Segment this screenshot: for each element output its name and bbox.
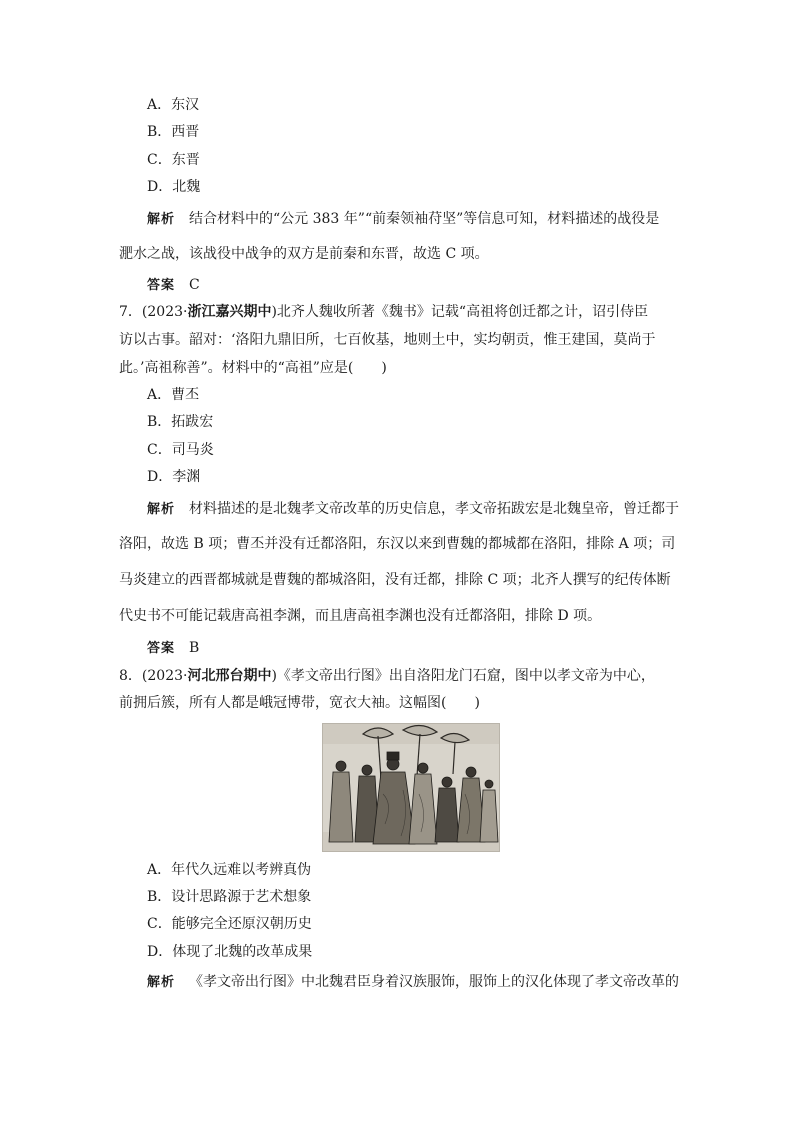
q7-source-open: (2023·: [141, 304, 188, 320]
q7-answer: [147, 639, 199, 658]
q7-analysis-line3: 马炎建立的西晋都城就是曹魏的都城洛阳，没有迁都，排除 C 项；北齐人撰写的纪传体断: [119, 572, 671, 588]
q6-analysis-line2: 淝水之战，该战役中战争的双方是前秦和东晋，故选 C 项。: [119, 246, 489, 262]
q7-option-a: A．曹丕: [147, 387, 200, 403]
q6-option-b: B．西晋: [147, 124, 200, 140]
q8-source-open: (2023·: [141, 668, 188, 684]
analysis-tag: 解析: [147, 212, 176, 227]
q6-analysis-line1: 结合材料中的“公元 383 年”“前秦领袖苻坚”等信息可知，材料描述的战役是: [189, 211, 660, 227]
q8-analysis-line1: 《孝文帝出行图》中北魏君臣身着汉族服饰，服饰上的汉化体现了孝文帝改革的: [189, 974, 680, 990]
answer-tag: 答案: [147, 641, 176, 656]
q6-analysis: [147, 210, 659, 229]
q7-option-d: D．李渊: [147, 469, 201, 485]
procession-illustration: [322, 723, 500, 852]
q8-stem-line1: [119, 667, 655, 685]
q8-number: 8．: [119, 668, 142, 684]
q8-source: 河北邢台期中: [187, 668, 272, 684]
answer-tag: 答案: [147, 278, 176, 293]
q6-answer-value: C: [189, 277, 200, 293]
q8-stem-text: )《孝文帝出行图》出自洛阳龙门石窟，图中以孝文帝为中心，: [271, 668, 655, 684]
q7-stem-text: )北齐人魏收所著《魏书》记载“高祖将创迁都之计，诏引侍臣: [271, 304, 649, 320]
q6-option-c: C．东晋: [147, 152, 200, 168]
q7-stem-line1: [119, 303, 648, 321]
q6-option-d: D．北魏: [147, 179, 201, 195]
q7-number: 7．: [119, 304, 142, 320]
q8-option-c: C．能够完全还原汉朝历史: [147, 916, 312, 932]
q8-option-d: D．体现了北魏的改革成果: [147, 944, 313, 960]
q7-stem-line2: 访以古事。韶对：‘洛阳九鼎旧所，七百攸基，地则土中，实均朝贡，惟王建国，莫尚于: [119, 332, 656, 348]
q7-answer-value: B: [189, 640, 200, 656]
q7-option-c: C．司马炎: [147, 442, 214, 458]
procession-drawing: [323, 724, 499, 851]
q7-analysis-line1: 材料描述的是北魏孝文帝改革的历史信息，孝文帝拓跋宏是北魏皇帝，曾迁都于: [189, 501, 680, 517]
analysis-tag: 解析: [147, 502, 176, 517]
q8-stem-line2: 前拥后簇，所有人都是峨冠博带，宽衣大袖。这幅图( ): [119, 695, 480, 711]
q6-option-a: A．东汉: [147, 97, 200, 113]
q7-stem-line3: 此。’高祖称善”。材料中的“高祖”应是( ): [119, 360, 387, 376]
q7-analysis: [147, 500, 679, 519]
q8-option-a: A．年代久远难以考辨真伪: [147, 862, 312, 878]
q7-source: 浙江嘉兴期中: [187, 304, 272, 320]
q7-analysis-line4: 代史书不可能记载唐高祖李渊，而且唐高祖李渊也没有迁都洛阳，排除 D 项。: [119, 608, 602, 624]
q7-analysis-line2: 洛阳，故选 B 项；曹丕并没有迁都洛阳，东汉以来到曹魏的都城都在洛阳，排除 A 项；司: [119, 536, 676, 552]
q7-option-b: B．拓跋宏: [147, 414, 214, 430]
q8-option-b: B．设计思路源于艺术想象: [147, 889, 312, 905]
q6-answer: [147, 276, 200, 295]
q8-analysis: [147, 973, 679, 992]
analysis-tag: 解析: [147, 975, 176, 990]
